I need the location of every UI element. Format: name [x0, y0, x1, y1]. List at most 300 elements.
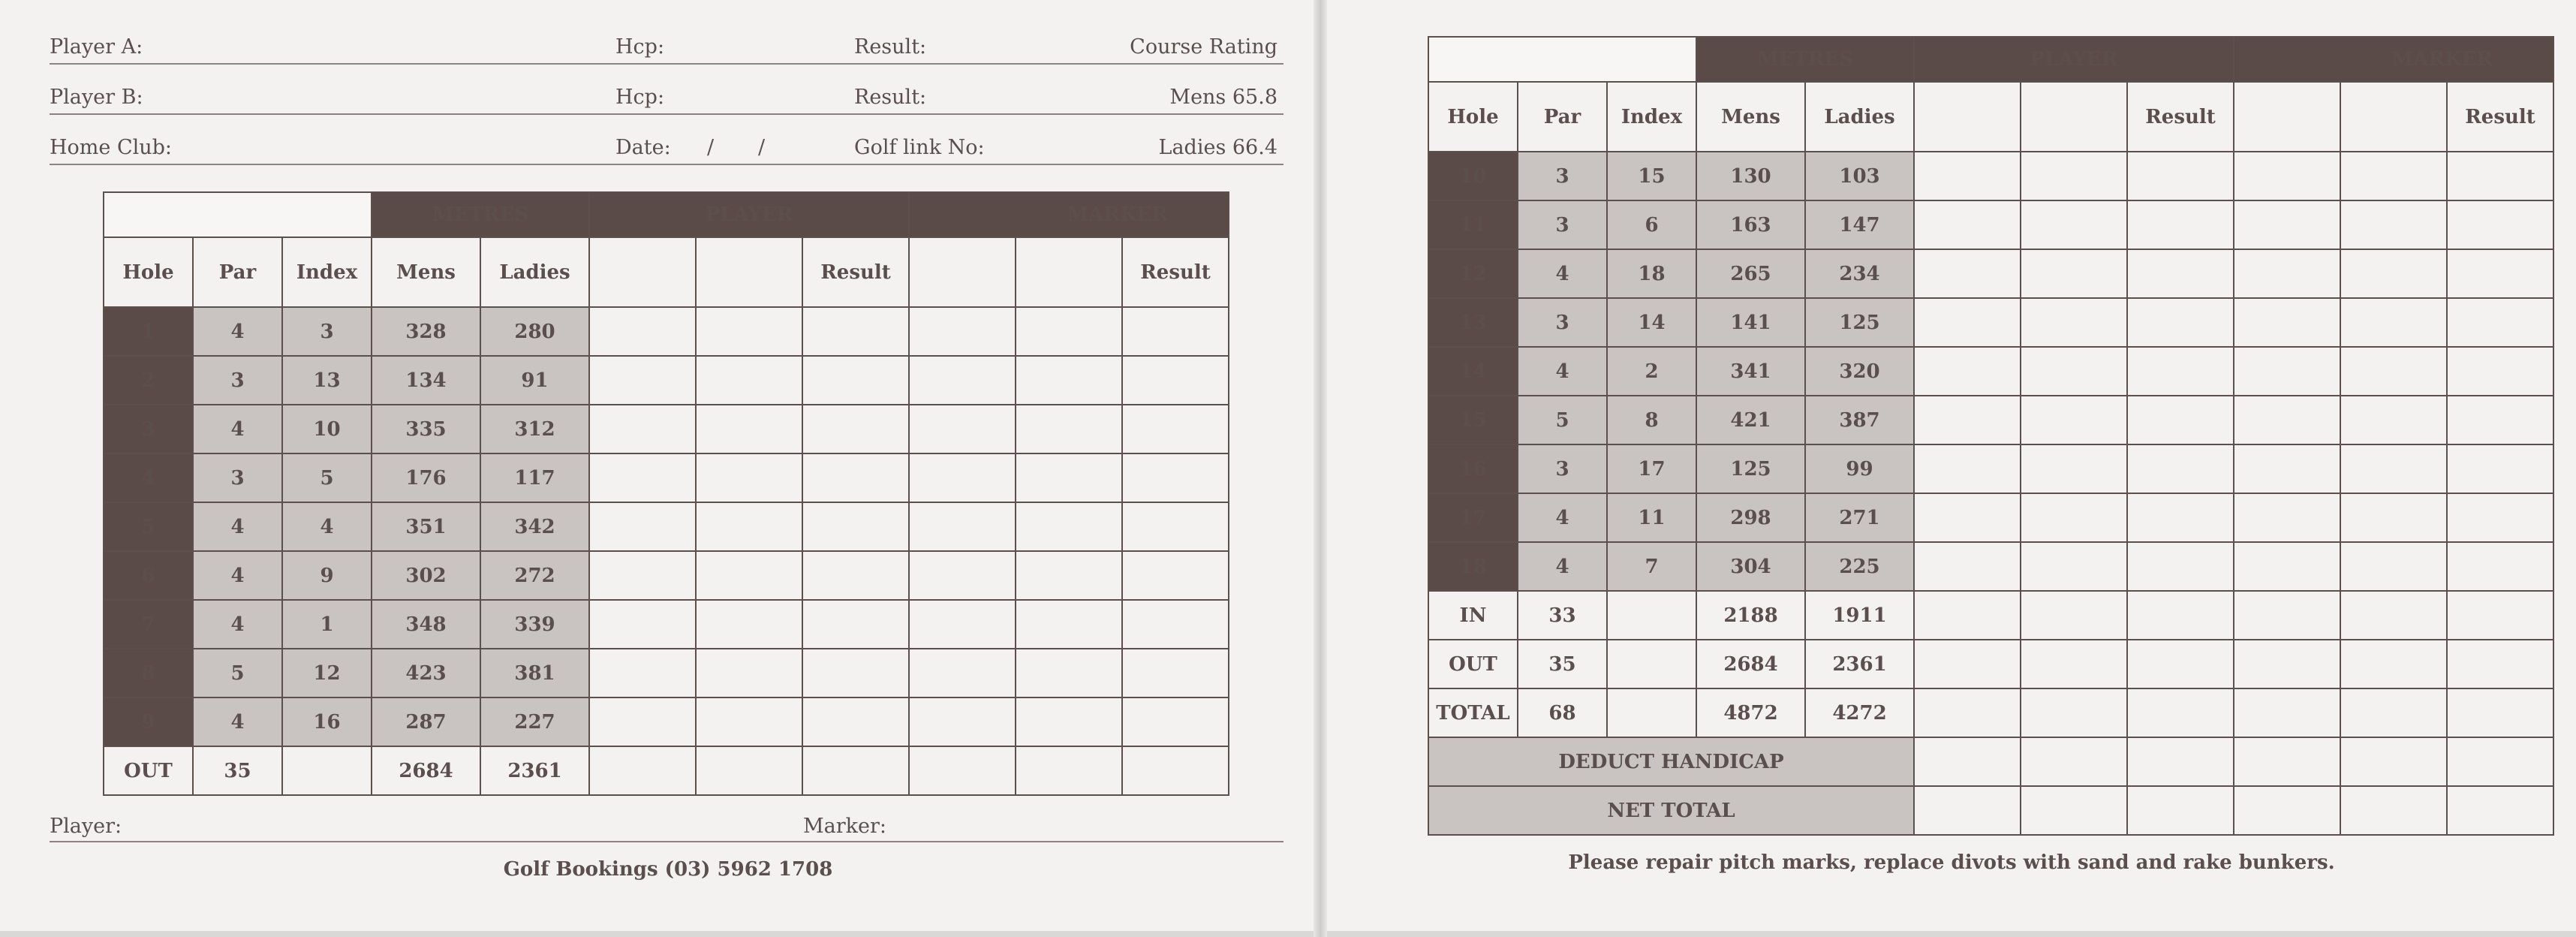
- marker-score-cell[interactable]: [2234, 347, 2340, 396]
- hole-ladies-metres: 125: [1805, 298, 1914, 347]
- marker-result-cell[interactable]: [2447, 396, 2553, 444]
- hole-mens-metres: 348: [372, 600, 480, 649]
- player-score-cell[interactable]: [696, 502, 802, 551]
- hole-number: 16: [1428, 444, 1518, 493]
- ladies-rating: Ladies 66.4: [1158, 136, 1277, 159]
- player-score-cell[interactable]: [696, 600, 802, 649]
- player-score-cell[interactable]: [696, 307, 802, 356]
- player-score-cell[interactable]: [589, 649, 696, 697]
- player-score-cell[interactable]: [1914, 737, 2021, 786]
- hole-par: 4: [193, 697, 282, 746]
- player-result-cell[interactable]: [802, 502, 909, 551]
- hole-number: 15: [1428, 396, 1518, 444]
- marker-result-cell[interactable]: [1122, 649, 1229, 697]
- hole-row: [1428, 493, 2553, 542]
- player-score-cell[interactable]: [2021, 298, 2127, 347]
- marker-result-cell[interactable]: [2447, 640, 2553, 688]
- marker-result-cell[interactable]: [2447, 737, 2553, 786]
- total-row-par: 68: [1518, 688, 1607, 737]
- marker-score-cell[interactable]: [2234, 688, 2340, 737]
- hole-ladies-metres: 339: [480, 600, 589, 649]
- hole-ladies-metres: 312: [480, 405, 589, 453]
- player-result-cell[interactable]: [802, 600, 909, 649]
- marker-score-cell[interactable]: [2234, 542, 2340, 591]
- date-label: Date:: [615, 136, 671, 159]
- marker-score-cell[interactable]: [2340, 396, 2447, 444]
- hole-mens-metres: 130: [1696, 152, 1805, 200]
- player-score-cell[interactable]: [589, 307, 696, 356]
- hole-par: 4: [193, 551, 282, 600]
- hole-ladies-metres: 227: [480, 697, 589, 746]
- player-result-cell[interactable]: [802, 405, 909, 453]
- hole-par: 5: [1518, 396, 1607, 444]
- hole-par: 4: [1518, 493, 1607, 542]
- marker-signature-label: Marker:: [803, 815, 886, 838]
- marker-score-cell[interactable]: [1016, 307, 1122, 356]
- hole-column-header: Hole: [104, 237, 193, 307]
- hole-index: 5: [282, 453, 372, 502]
- player-score-cell[interactable]: [2021, 542, 2127, 591]
- marker-score-cell[interactable]: [909, 356, 1016, 405]
- marker-result-cell[interactable]: [2447, 200, 2553, 249]
- hole-row: [104, 551, 1229, 600]
- hole-number: 9: [104, 697, 193, 746]
- player-result-cell[interactable]: [802, 307, 909, 356]
- course-rating-label: Course Rating: [1130, 35, 1277, 59]
- player-score-cell[interactable]: [2021, 493, 2127, 542]
- hole-index: 1: [282, 600, 372, 649]
- hole-mens-metres: 328: [372, 307, 480, 356]
- hole-ladies-metres: 147: [1805, 200, 1914, 249]
- marker-result-cell[interactable]: [1122, 600, 1229, 649]
- player-result-cell[interactable]: [2127, 249, 2234, 298]
- player-score-cell[interactable]: [696, 405, 802, 453]
- hole-mens-metres: 423: [372, 649, 480, 697]
- player-score-cell[interactable]: [2021, 688, 2127, 737]
- marker-score-cell[interactable]: [2340, 152, 2447, 200]
- marker-score-col: [2234, 82, 2340, 152]
- marker-score-cell[interactable]: [1016, 746, 1122, 795]
- player-result-header: Result: [2127, 82, 2234, 152]
- player-result-cell[interactable]: [802, 697, 909, 746]
- marker-result-cell[interactable]: [1122, 356, 1229, 405]
- marker-result-header: Result: [2447, 82, 2553, 152]
- out-row-par: 35: [1518, 640, 1607, 688]
- player-b-line[interactable]: [50, 67, 1283, 115]
- hole-par: 4: [1518, 347, 1607, 396]
- hole-index: 4: [282, 502, 372, 551]
- player-result-cell[interactable]: [2127, 542, 2234, 591]
- marker-score-cell[interactable]: [1016, 697, 1122, 746]
- marker-score-cell[interactable]: [909, 600, 1016, 649]
- marker-score-cell[interactable]: [1016, 502, 1122, 551]
- player-score-cell[interactable]: [1914, 640, 2021, 688]
- hole-ladies-metres: 320: [1805, 347, 1914, 396]
- marker-result-cell[interactable]: [2447, 347, 2553, 396]
- hole-par: 3: [1518, 444, 1607, 493]
- player-score-cell[interactable]: [1914, 298, 2021, 347]
- hole-row: [1428, 249, 2553, 298]
- marker-score-cell[interactable]: [2340, 249, 2447, 298]
- player-result-cell[interactable]: [2127, 493, 2234, 542]
- marker-result-cell[interactable]: [2447, 591, 2553, 640]
- player-score-cell[interactable]: [1914, 542, 2021, 591]
- player-result-cell[interactable]: [2127, 688, 2234, 737]
- marker-score-cell[interactable]: [2340, 591, 2447, 640]
- blank-corner: [104, 192, 372, 237]
- signature-line[interactable]: [50, 814, 1283, 842]
- marker-score-cell[interactable]: [2340, 200, 2447, 249]
- player-score-cell[interactable]: [2021, 152, 2127, 200]
- marker-result-cell[interactable]: [2447, 542, 2553, 591]
- marker-score-col: [1016, 237, 1122, 307]
- player-result-cell[interactable]: [802, 649, 909, 697]
- hole-index: 14: [1607, 298, 1696, 347]
- player-result-cell[interactable]: [2127, 640, 2234, 688]
- player-score-cell[interactable]: [2021, 640, 2127, 688]
- hole-mens-metres: 304: [1696, 542, 1805, 591]
- marker-score-cell[interactable]: [909, 307, 1016, 356]
- player-score-cell[interactable]: [2021, 396, 2127, 444]
- marker-score-cell[interactable]: [2340, 640, 2447, 688]
- player-result-cell[interactable]: [2127, 200, 2234, 249]
- front-nine-table: [103, 191, 1229, 796]
- marker-score-cell[interactable]: [2234, 396, 2340, 444]
- in-row: [1428, 591, 2553, 640]
- mens-column-header: Mens: [372, 237, 480, 307]
- hole-mens-metres: 265: [1696, 249, 1805, 298]
- marker-score-cell[interactable]: [2340, 542, 2447, 591]
- hole-par: 4: [193, 405, 282, 453]
- hole-row: [104, 307, 1229, 356]
- player-signature-label: Player:: [50, 815, 122, 838]
- hole-par: 3: [193, 453, 282, 502]
- marker-result-cell[interactable]: [1122, 453, 1229, 502]
- player-score-cell[interactable]: [1914, 444, 2021, 493]
- hole-row: [1428, 444, 2553, 493]
- hole-mens-metres: 125: [1696, 444, 1805, 493]
- marker-score-cell[interactable]: [909, 746, 1016, 795]
- player-header: PLAYER: [1914, 37, 2234, 82]
- marker-score-cell[interactable]: [909, 649, 1016, 697]
- marker-result-cell[interactable]: [1122, 307, 1229, 356]
- player-result-cell[interactable]: [2127, 298, 2234, 347]
- hole-index: 13: [282, 356, 372, 405]
- hole-ladies-metres: 117: [480, 453, 589, 502]
- metres-header: METRES: [372, 192, 589, 237]
- marker-score-cell[interactable]: [2234, 640, 2340, 688]
- hole-number: 2: [104, 356, 193, 405]
- marker-result-cell[interactable]: [1122, 697, 1229, 746]
- hole-row: [1428, 542, 2553, 591]
- hole-index: 12: [282, 649, 372, 697]
- home-club-line[interactable]: [50, 117, 1283, 165]
- player-score-cell[interactable]: [1914, 786, 2021, 835]
- marker-score-cell[interactable]: [2234, 152, 2340, 200]
- player-score-cell[interactable]: [2021, 347, 2127, 396]
- player-score-cell[interactable]: [589, 551, 696, 600]
- marker-score-col: [909, 237, 1016, 307]
- in-row-ladies: 1911: [1805, 591, 1914, 640]
- ladies-column-header: Ladies: [480, 237, 589, 307]
- hole-number: 5: [104, 502, 193, 551]
- player-score-cell[interactable]: [696, 551, 802, 600]
- player-b-label: Player B:: [50, 86, 143, 109]
- deduct-handicap-row-label: DEDUCT HANDICAP: [1428, 737, 1914, 786]
- player-score-cell[interactable]: [589, 746, 696, 795]
- hole-ladies-metres: 99: [1805, 444, 1914, 493]
- marker-score-cell[interactable]: [909, 551, 1016, 600]
- back-nine-table: [1428, 36, 2554, 836]
- hole-par: 3: [193, 356, 282, 405]
- hole-index: 10: [282, 405, 372, 453]
- out-row-mens: 2684: [1696, 640, 1805, 688]
- hole-ladies-metres: 271: [1805, 493, 1914, 542]
- mens-rating: Mens 65.8: [1169, 86, 1277, 109]
- blank-corner: [1428, 37, 1696, 82]
- marker-score-cell[interactable]: [2234, 786, 2340, 835]
- hole-par: 4: [1518, 249, 1607, 298]
- player-result-cell[interactable]: [2127, 152, 2234, 200]
- player-score-cell[interactable]: [589, 502, 696, 551]
- player-score-col: [2021, 82, 2127, 152]
- hole-mens-metres: 302: [372, 551, 480, 600]
- hole-row: [1428, 200, 2553, 249]
- marker-score-cell[interactable]: [1016, 405, 1122, 453]
- out-row-ladies: 2361: [1805, 640, 1914, 688]
- marker-result-cell[interactable]: [1122, 405, 1229, 453]
- player-a-line[interactable]: [50, 17, 1283, 65]
- hole-row: [104, 502, 1229, 551]
- hole-ladies-metres: 342: [480, 502, 589, 551]
- marker-score-cell[interactable]: [2234, 493, 2340, 542]
- player-score-cell[interactable]: [1914, 591, 2021, 640]
- index-column-header: Index: [282, 237, 372, 307]
- player-result-cell[interactable]: [802, 453, 909, 502]
- marker-score-cell[interactable]: [2340, 444, 2447, 493]
- player-score-cell[interactable]: [589, 697, 696, 746]
- out-row: [104, 746, 1229, 795]
- player-score-cell[interactable]: [696, 697, 802, 746]
- hole-row: [1428, 152, 2553, 200]
- hole-mens-metres: 421: [1696, 396, 1805, 444]
- hole-par: 4: [193, 502, 282, 551]
- hole-row: [104, 405, 1229, 453]
- hole-mens-metres: 341: [1696, 347, 1805, 396]
- net-total-row: [1428, 786, 2553, 835]
- metres-header: METRES: [1696, 37, 1914, 82]
- player-score-cell[interactable]: [1914, 347, 2021, 396]
- player-score-cell[interactable]: [2021, 200, 2127, 249]
- result-label: Result:: [854, 86, 927, 109]
- out-row-ladies: 2361: [480, 746, 589, 795]
- result-label: Result:: [854, 35, 927, 59]
- marker-result-cell[interactable]: [2447, 444, 2553, 493]
- player-result-cell[interactable]: [802, 551, 909, 600]
- marker-score-col: [2340, 82, 2447, 152]
- date-slash: /: [758, 136, 766, 159]
- hole-ladies-metres: 103: [1805, 152, 1914, 200]
- player-score-cell[interactable]: [1914, 493, 2021, 542]
- out-row-mens: 2684: [372, 746, 480, 795]
- net-total-row-label: NET TOTAL: [1428, 786, 1914, 835]
- date-slash: /: [707, 136, 715, 159]
- marker-result-cell[interactable]: [1122, 551, 1229, 600]
- hole-number: 12: [1428, 249, 1518, 298]
- marker-score-cell[interactable]: [2234, 249, 2340, 298]
- marker-score-cell[interactable]: [2340, 688, 2447, 737]
- par-column-header: Par: [193, 237, 282, 307]
- player-result-cell[interactable]: [802, 746, 909, 795]
- marker-score-cell[interactable]: [2234, 444, 2340, 493]
- player-score-cell[interactable]: [2021, 591, 2127, 640]
- marker-score-cell[interactable]: [1016, 649, 1122, 697]
- home-club-label: Home Club:: [50, 136, 173, 159]
- hcp-label: Hcp:: [615, 35, 665, 59]
- marker-score-cell[interactable]: [2340, 737, 2447, 786]
- hole-mens-metres: 335: [372, 405, 480, 453]
- hole-mens-metres: 351: [372, 502, 480, 551]
- player-score-cell[interactable]: [589, 600, 696, 649]
- marker-result-cell[interactable]: [2447, 786, 2553, 835]
- hole-row: [1428, 298, 2553, 347]
- hole-par: 4: [193, 307, 282, 356]
- hole-index: 15: [1607, 152, 1696, 200]
- marker-result-cell[interactable]: [1122, 746, 1229, 795]
- hole-number: 8: [104, 649, 193, 697]
- total-row: [1428, 688, 2553, 737]
- hole-ladies-metres: 280: [480, 307, 589, 356]
- player-result-cell[interactable]: [2127, 737, 2234, 786]
- hole-number: 3: [104, 405, 193, 453]
- marker-score-cell[interactable]: [1016, 600, 1122, 649]
- out-row-label: OUT: [1428, 640, 1518, 688]
- hole-index: 2: [1607, 347, 1696, 396]
- player-score-cell[interactable]: [696, 356, 802, 405]
- player-score-cell[interactable]: [1914, 200, 2021, 249]
- player-score-cell[interactable]: [1914, 396, 2021, 444]
- marker-score-cell[interactable]: [909, 405, 1016, 453]
- player-result-cell[interactable]: [2127, 347, 2234, 396]
- marker-score-cell[interactable]: [2234, 298, 2340, 347]
- hole-mens-metres: 134: [372, 356, 480, 405]
- player-score-cell[interactable]: [696, 649, 802, 697]
- player-score-cell[interactable]: [589, 405, 696, 453]
- hole-ladies-metres: 272: [480, 551, 589, 600]
- hole-row: [104, 356, 1229, 405]
- player-score-cell[interactable]: [1914, 152, 2021, 200]
- marker-score-cell[interactable]: [909, 697, 1016, 746]
- player-score-cell[interactable]: [1914, 688, 2021, 737]
- deduct-handicap-row: [1428, 737, 2553, 786]
- hole-mens-metres: 141: [1696, 298, 1805, 347]
- hole-number: 11: [1428, 200, 1518, 249]
- hole-index: 11: [1607, 493, 1696, 542]
- player-score-cell[interactable]: [696, 453, 802, 502]
- marker-score-cell[interactable]: [909, 502, 1016, 551]
- player-score-cell[interactable]: [589, 356, 696, 405]
- player-result-cell[interactable]: [2127, 396, 2234, 444]
- marker-score-cell[interactable]: [2234, 737, 2340, 786]
- marker-score-cell[interactable]: [1016, 453, 1122, 502]
- hole-column-header: Hole: [1428, 82, 1518, 152]
- hole-number: 17: [1428, 493, 1518, 542]
- hole-par: 3: [1518, 200, 1607, 249]
- player-score-cell[interactable]: [696, 746, 802, 795]
- hole-number: 18: [1428, 542, 1518, 591]
- hole-number: 7: [104, 600, 193, 649]
- marker-score-cell[interactable]: [2234, 591, 2340, 640]
- in-row-mens: 2188: [1696, 591, 1805, 640]
- hole-index: 18: [1607, 249, 1696, 298]
- hole-index: 17: [1607, 444, 1696, 493]
- marker-header: MARKER: [909, 192, 1229, 237]
- hole-index: 8: [1607, 396, 1696, 444]
- hole-row: [104, 697, 1229, 746]
- marker-score-cell[interactable]: [2340, 493, 2447, 542]
- marker-result-cell[interactable]: [2447, 298, 2553, 347]
- hole-number: 1: [104, 307, 193, 356]
- player-score-col: [1914, 82, 2021, 152]
- player-score-cell[interactable]: [589, 453, 696, 502]
- marker-score-cell[interactable]: [2340, 298, 2447, 347]
- hole-index: 6: [1607, 200, 1696, 249]
- hole-index: 3: [282, 307, 372, 356]
- player-result-cell[interactable]: [802, 356, 909, 405]
- hole-row: [1428, 347, 2553, 396]
- player-a-label: Player A:: [50, 35, 143, 59]
- hole-par: 4: [1518, 542, 1607, 591]
- marker-result-cell[interactable]: [2447, 493, 2553, 542]
- golf-link-label: Golf link No:: [854, 136, 985, 159]
- marker-result-header: Result: [1122, 237, 1229, 307]
- total-row-label: TOTAL: [1428, 688, 1518, 737]
- player-score-col: [589, 237, 696, 307]
- hole-par: 3: [1518, 152, 1607, 200]
- hole-number: 6: [104, 551, 193, 600]
- out-row-par: 35: [193, 746, 282, 795]
- out-row-index: [1607, 640, 1696, 688]
- player-score-cell[interactable]: [2021, 786, 2127, 835]
- marker-result-cell[interactable]: [2447, 688, 2553, 737]
- marker-result-cell[interactable]: [2447, 249, 2553, 298]
- player-result-cell[interactable]: [2127, 444, 2234, 493]
- marker-header: MARKER: [2234, 37, 2553, 82]
- player-result-cell[interactable]: [2127, 786, 2234, 835]
- marker-score-cell[interactable]: [909, 453, 1016, 502]
- marker-score-cell[interactable]: [2234, 200, 2340, 249]
- marker-result-cell[interactable]: [1122, 502, 1229, 551]
- card-fold: [1314, 0, 1327, 937]
- hole-mens-metres: 298: [1696, 493, 1805, 542]
- marker-score-cell[interactable]: [1016, 551, 1122, 600]
- player-score-cell[interactable]: [2021, 737, 2127, 786]
- player-score-cell[interactable]: [1914, 249, 2021, 298]
- in-row-par: 33: [1518, 591, 1607, 640]
- out-row-index: [282, 746, 372, 795]
- marker-score-cell[interactable]: [2340, 347, 2447, 396]
- total-row-mens: 4872: [1696, 688, 1805, 737]
- player-result-cell[interactable]: [2127, 591, 2234, 640]
- marker-result-cell[interactable]: [2447, 152, 2553, 200]
- player-score-cell[interactable]: [2021, 249, 2127, 298]
- marker-score-cell[interactable]: [2340, 786, 2447, 835]
- par-column-header: Par: [1518, 82, 1607, 152]
- hole-number: 4: [104, 453, 193, 502]
- player-score-cell[interactable]: [2021, 444, 2127, 493]
- hole-number: 10: [1428, 152, 1518, 200]
- marker-score-cell[interactable]: [1016, 356, 1122, 405]
